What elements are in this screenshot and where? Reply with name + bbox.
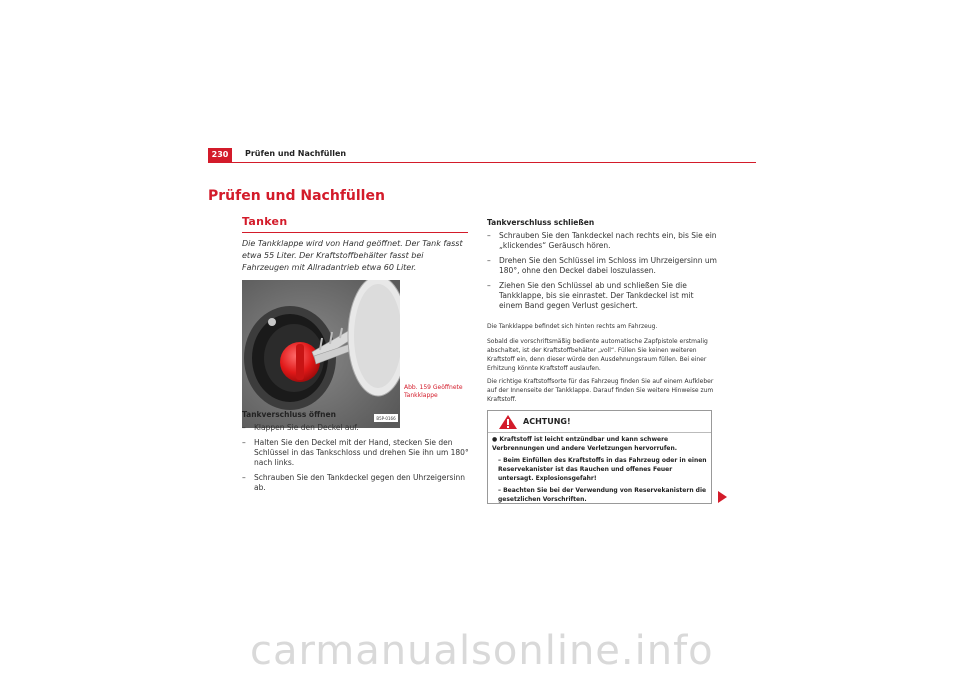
fuel-flap-illustration: [242, 280, 400, 428]
section-intro: Die Tankklappe wird von Hand geöffnet. Der Tank fasst etwa 55 Liter. Der Kraftstoffbehälter fasst bei Fahrzeugen mit Allradantrieb etwa 60 Liter.: [242, 239, 463, 272]
warning-box: [487, 410, 712, 504]
warning-title: ACHTUNG!: [523, 417, 571, 426]
note-tank-full: Sobald die vorschriftsmäßig bediente automatische Zapfpistole erstmalig abschaltet, ist der Kraftstoffbehälter „voll“. Füllen Sie keinen weiteren Kraftstoff ein, denn dieser würde den Ausdehnungsraum füllen. Bei einer Erhitzung könnte Kraftstoff auslaufen.: [487, 338, 708, 372]
watermark: carmanualsonline.info: [250, 628, 714, 674]
warning-divider: [488, 432, 711, 433]
bullet-icon: ●: [492, 436, 500, 443]
open-cap-heading: Tankverschluss öffnen: [242, 410, 336, 419]
list-item: – Schrauben Sie den Tankdeckel gegen den Uhrzeigersinn ab.: [242, 473, 465, 492]
section-title: Tanken: [242, 215, 288, 228]
list-item: – Schrauben Sie den Tankdeckel nach rechts ein, bis Sie ein „klickendes“ Geräusch hören.: [487, 231, 717, 250]
warning-triangle-icon: [498, 414, 518, 430]
page-title: Prüfen und Nachfüllen: [208, 188, 385, 204]
warning-header: [488, 411, 711, 433]
list-item: – Klappen Sie den Deckel auf.: [242, 423, 359, 432]
list-item: – Halten Sie den Deckel mit der Hand, stecken Sie den Schlüssel in das Tankschloss und drehen Sie ihn um 180° nach links.: [242, 438, 469, 467]
fuel-flap-figure: [242, 280, 400, 428]
section-divider: [242, 232, 468, 233]
close-cap-steps: [487, 231, 717, 316]
note-fuel-type: Die richtige Kraftstoffsorte für das Fahrzeug finden Sie auf einem Aufkleber auf der Innenseite der Tankklappe. Darauf finden Sie weitere Hinweise zum Kraftstoff.: [487, 378, 714, 403]
open-cap-steps: [242, 423, 472, 498]
figure-caption: Abb. 159 Geöffnete Tankklappe: [404, 384, 463, 399]
header-divider: [208, 162, 756, 163]
warning-bullet: ● Kraftstoff ist leicht entzündbar und kann schwere Verbrennungen und andere Verletzungen hervorrufen.: [492, 436, 678, 452]
warning-sub-item: – Beachten Sie bei der Verwendung von Reservekanistern die gesetzlichen Vorschriften.: [498, 487, 707, 503]
page-number-badge: 230: [208, 148, 232, 162]
warning-sub-item: – Beim Einfüllen des Kraftstoffs in das Fahrzeug oder in einen Reservekanister ist das Rauchen und offenes Feuer untersagt. Explosionsgefahr!: [498, 457, 707, 482]
note-flap-location: Die Tankklappe befindet sich hinten rechts am Fahrzeug.: [487, 323, 658, 330]
running-header-title: Prüfen und Nachfüllen: [245, 149, 347, 158]
close-cap-heading: Tankverschluss schließen: [487, 218, 595, 227]
figure-code: B5P-0166: [376, 416, 396, 421]
list-item: – Drehen Sie den Schlüssel im Schloss im Uhrzeigersinn um 180°, ohne den Deckel dabei loszulassen.: [487, 256, 717, 275]
continue-arrow-icon: [718, 491, 727, 503]
warning-body: [492, 435, 707, 504]
list-item: – Ziehen Sie den Schlüssel ab und schließen Sie die Tankklappe, bis sie einrastet. Der Tankdeckel ist mit einem Band gegen Verlust gesichert.: [487, 281, 694, 310]
